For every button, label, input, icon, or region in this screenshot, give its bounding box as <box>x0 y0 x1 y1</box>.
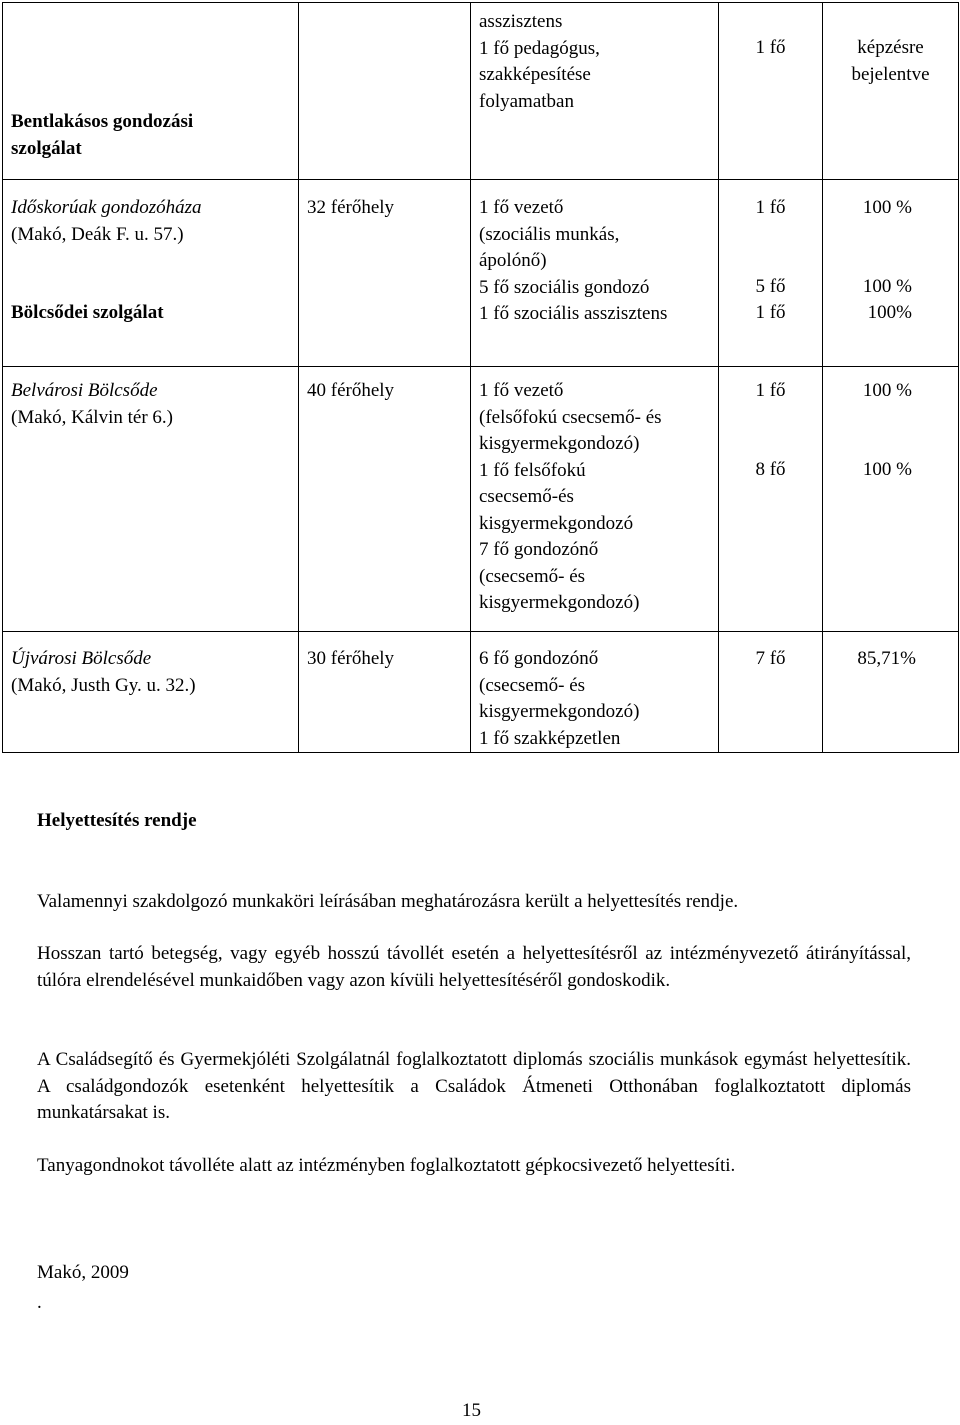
qualification-rate: 100 % <box>862 458 912 480</box>
paragraph: Tanyagondnokot távolléte alatt az intézményben foglalkoztatott gépkocsivezető helyettesíti. <box>37 1155 736 1176</box>
institution-address: (Makó, Kálvin tér 6.) <box>11 406 173 428</box>
staff-line: (csecsemő- és <box>479 565 586 587</box>
table-row <box>3 367 959 632</box>
service-type-label: Bölcsődei szolgálat <box>11 302 164 323</box>
staff-line: 1 fő szociális asszisztens <box>479 303 668 324</box>
staff-cell <box>471 367 719 632</box>
headcount-value: 8 fő <box>755 458 786 480</box>
staff-line: 5 fő szociális gondozó <box>479 276 650 298</box>
qualification-rate: 85,71% <box>857 648 916 669</box>
institution-name: Újvárosi Bölcsőde <box>11 648 152 669</box>
staff-line: folyamatban <box>479 90 574 112</box>
qualification-rate: 100 % <box>862 275 912 297</box>
staff-line: kisgyermekgondozó) <box>479 433 640 454</box>
capacity-value: 32 férőhely <box>307 197 395 218</box>
service-cell <box>3 632 299 753</box>
headcount-value: 1 fő <box>755 302 786 323</box>
staff-line: szakképesítése <box>479 64 591 85</box>
staff-line: 1 fő vezető <box>479 380 564 401</box>
staff-line: asszisztens <box>479 11 563 32</box>
capacity-value: 40 férőhely <box>307 380 395 401</box>
capacity-cell <box>299 180 471 367</box>
qualification-rate: 100 % <box>862 380 912 401</box>
staff-line: 7 fő gondozónő <box>479 539 599 560</box>
headcount-cell <box>719 367 823 632</box>
staff-line: 1 fő vezető <box>479 197 564 218</box>
staff-line: (szociális munkás, <box>479 223 620 245</box>
staff-line: (felsőfokú csecsemő- és <box>479 406 662 428</box>
table-row <box>3 180 959 367</box>
service-type-label: Bentlakásos gondozási <box>11 111 194 132</box>
institution-address: (Makó, Justh Gy. u. 32.) <box>11 674 196 696</box>
service-cell <box>3 367 299 632</box>
headcount-value: 1 fő <box>755 37 786 58</box>
trailing-mark: . <box>37 1292 42 1313</box>
headcount-cell <box>719 3 823 180</box>
headcount-value: 1 fő <box>755 197 786 218</box>
section-title: Helyettesítés rendje <box>37 810 197 831</box>
staff-cell <box>471 632 719 753</box>
staff-cell <box>471 180 719 367</box>
place-date: Makó, 2009 <box>37 1262 129 1283</box>
service-type-label: szolgálat <box>11 137 82 159</box>
table-row <box>3 632 959 753</box>
qualification-cell <box>823 367 959 632</box>
institution-name: Belvárosi Bölcsőde <box>11 380 158 401</box>
staff-line: kisgyermekgondozó) <box>479 592 640 613</box>
institution-name: Időskorúak gondozóháza <box>11 197 202 218</box>
staff-cell <box>471 3 719 180</box>
staff-line: kisgyermekgondozó) <box>479 701 640 722</box>
paragraph: A Családsegítő és Gyermekjóléti Szolgálatnál foglalkoztatott diplomás szociális munkások egymást helyettesítik. A családgondozók esetenként helyettesítik a Családok Átmeneti Otthonában foglalkoztatott diplomás munkatársakat is. <box>37 1049 911 1123</box>
qualification-rate: 100% <box>867 302 912 323</box>
capacity-cell <box>299 632 471 753</box>
staff-line: (csecsemő- és <box>479 674 586 696</box>
staff-line: 1 fő felsőfokú <box>479 459 586 481</box>
staff-line: ápolónő) <box>479 250 547 271</box>
staff-line: kisgyermekgondozó <box>479 512 634 534</box>
staffing-table <box>2 2 959 753</box>
qualification-status: bejelentve <box>851 63 930 85</box>
staff-line: csecsemő-és <box>479 486 574 507</box>
staff-line: 1 fő szakképzetlen <box>479 727 621 749</box>
qualification-cell <box>823 632 959 753</box>
headcount-cell <box>719 632 823 753</box>
institution-address: (Makó, Deák F. u. 57.) <box>11 223 184 245</box>
headcount-value: 5 fő <box>755 275 786 297</box>
capacity-value: 30 férőhely <box>307 648 395 669</box>
table-row <box>3 3 959 180</box>
paragraph: Valamennyi szakdolgozó munkaköri leírásában meghatározásra került a helyettesítés rendje. <box>37 891 739 912</box>
staff-line: 1 fő pedagógus, <box>479 37 600 59</box>
headcount-cell <box>719 180 823 367</box>
page-number: 15 <box>462 1400 481 1421</box>
service-cell <box>3 180 299 367</box>
qualification-cell <box>823 180 959 367</box>
qualification-rate: 100 % <box>862 197 912 218</box>
capacity-cell <box>299 3 471 180</box>
paragraph: Hosszan tartó betegség, vagy egyéb hosszú távollét esetén a helyettesítésről az intézményvezető átirányítással, túlóra elrendelésével munkaidőben vagy azon kívüli helyettesítéséről gondoskodik. <box>37 943 911 991</box>
service-cell <box>3 3 299 180</box>
headcount-value: 1 fő <box>755 380 786 401</box>
qualification-status: képzésre <box>857 37 924 58</box>
staff-line: 6 fő gondozónő <box>479 648 599 669</box>
capacity-cell <box>299 367 471 632</box>
headcount-value: 7 fő <box>755 648 786 669</box>
qualification-cell <box>823 3 959 180</box>
